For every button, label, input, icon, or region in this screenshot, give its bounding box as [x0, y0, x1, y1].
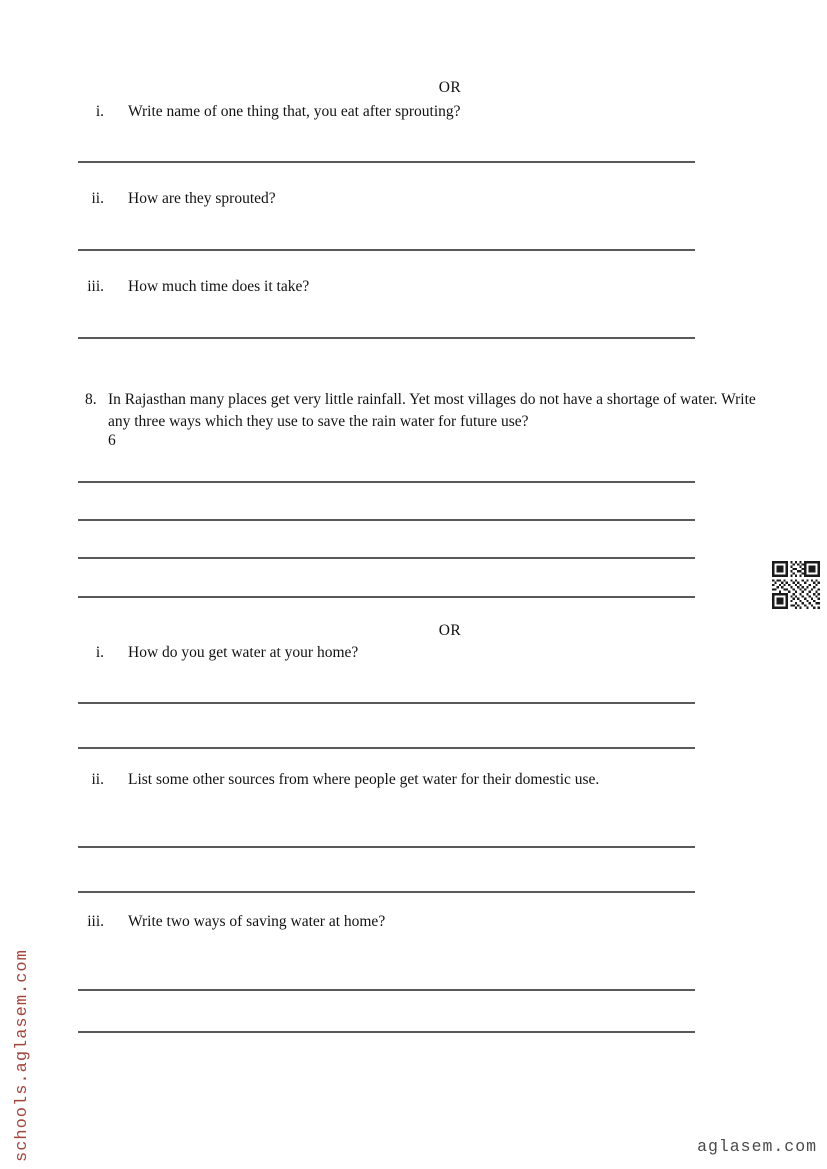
answer-line [78, 249, 695, 251]
question-text: How are they sprouted? [128, 190, 276, 207]
answer-line [78, 989, 695, 991]
answer-line [78, 1031, 695, 1033]
answer-line [78, 747, 695, 749]
question-text: How much time does it take? [128, 278, 310, 295]
question-8-marks: 6 [108, 432, 116, 449]
answer-line [78, 481, 695, 483]
question-text: List some other sources from where people get water for their domestic use. [128, 771, 600, 788]
answer-line [78, 557, 695, 559]
question-number: 8. [85, 391, 97, 408]
answer-line [78, 846, 695, 848]
question-number: i. [95, 103, 104, 120]
answer-line [78, 596, 695, 598]
answer-line [78, 161, 695, 163]
question-text: Write two ways of saving water at home? [128, 913, 386, 930]
question-text: Write name of one thing that, you eat after sprouting? [128, 103, 461, 120]
question-text: How do you get water at your home? [128, 644, 359, 661]
answer-line [78, 702, 695, 704]
qr-code [772, 561, 820, 609]
or-heading-sprouting: OR [438, 79, 462, 96]
question-number: ii. [91, 190, 104, 207]
watermark-left-vertical: schools.aglasem.com [13, 949, 32, 1162]
question-number: iii. [87, 278, 104, 295]
answer-line [78, 519, 695, 521]
question-number: iii. [87, 913, 104, 930]
answer-line [78, 891, 695, 893]
question-number: i. [95, 644, 104, 661]
question-text: In Rajasthan many places get very little rainfall. Yet most villages do not have a shortage of water. Write any three ways which they use to save the rain water for future use? [108, 391, 756, 430]
or-heading-water: OR [438, 622, 462, 639]
question-number: ii. [91, 771, 104, 788]
answer-line [78, 337, 695, 339]
watermark-bottom-right: aglasem.com [697, 1137, 817, 1156]
